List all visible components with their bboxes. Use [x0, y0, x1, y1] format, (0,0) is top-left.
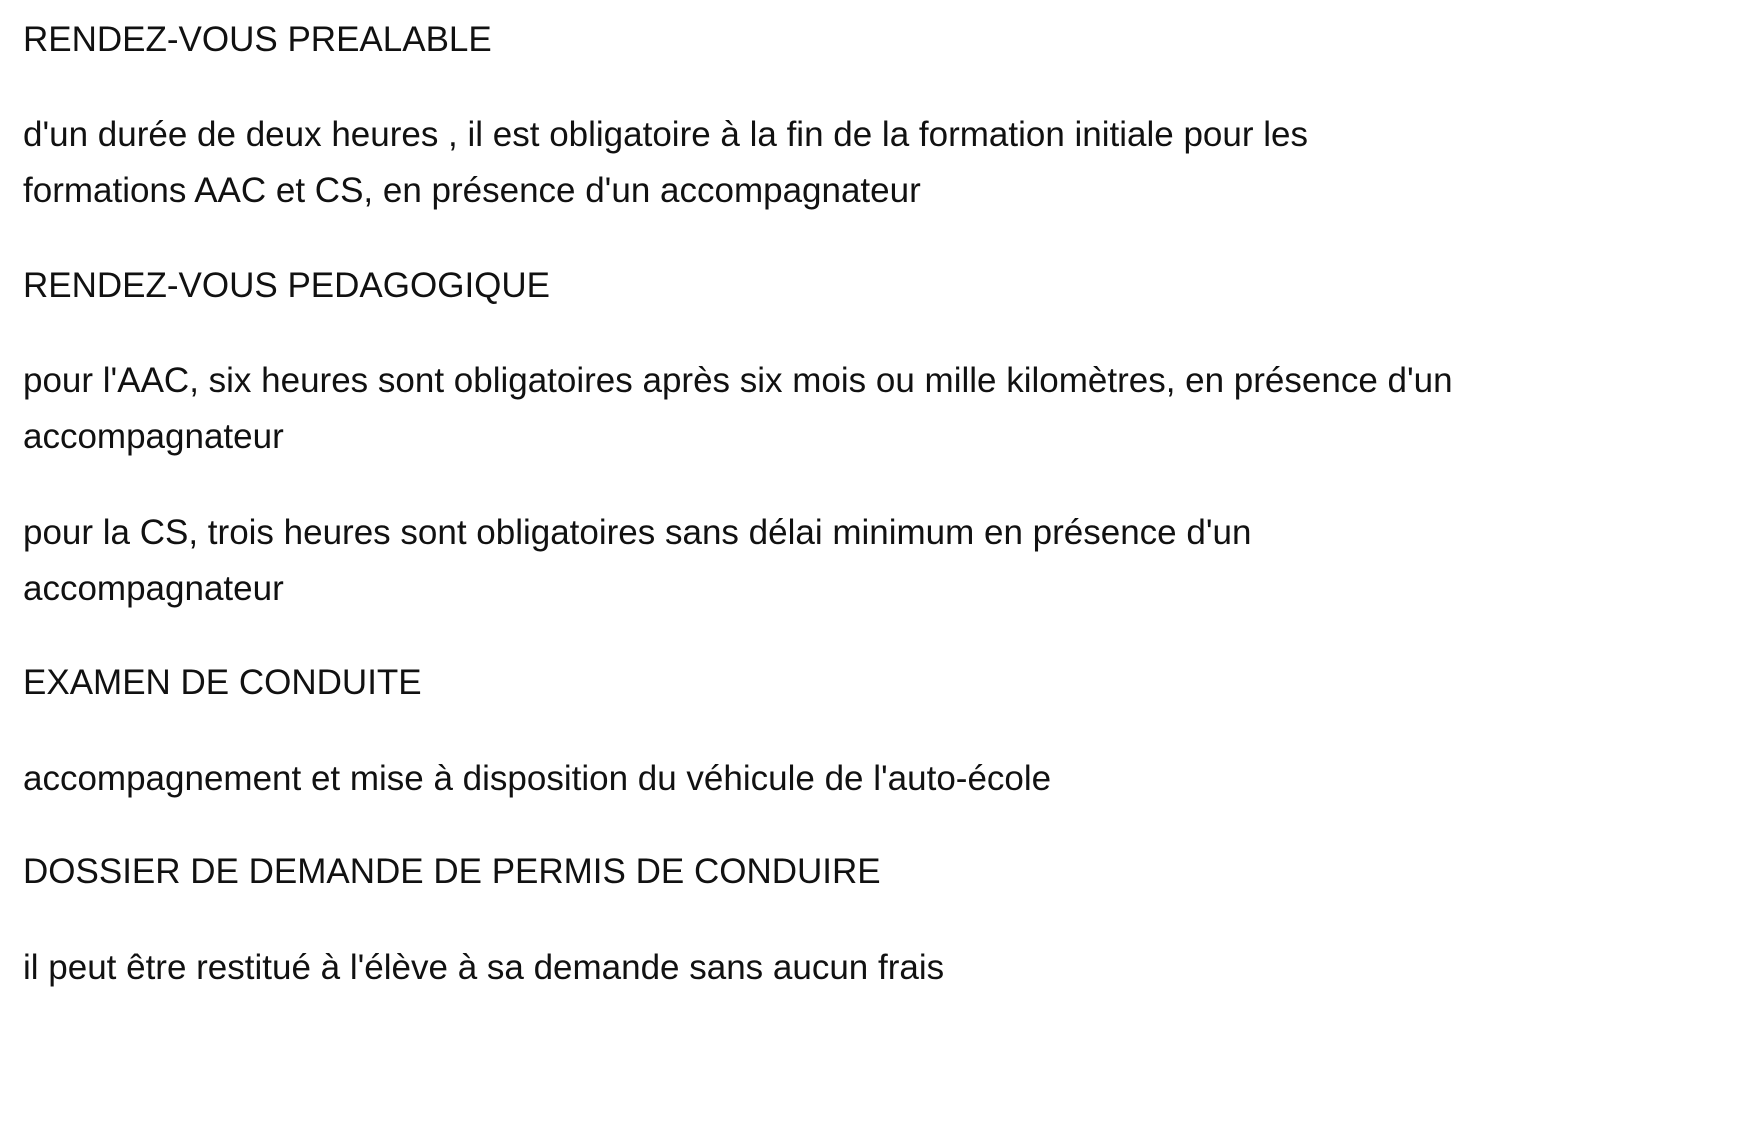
paragraph-line: pour l'AAC, six heures sont obligatoires après six mois ou mille kilomètres, en présence d'un [23, 361, 1453, 400]
paragraph-line: il peut être restitué à l'élève à sa demande sans aucun frais [23, 948, 945, 987]
paragraph-line: pour la CS, trois heures sont obligatoires sans délai minimum en présence d'un [23, 513, 1252, 552]
section-heading-rendez-vous-prealable: RENDEZ-VOUS PREALABLE [23, 20, 492, 59]
section-heading-rendez-vous-pedagogique: RENDEZ-VOUS PEDAGOGIQUE [23, 266, 551, 305]
paragraph-line: formations AAC et CS, en présence d'un accompagnateur [23, 171, 921, 210]
section-heading-dossier-de-demande: DOSSIER DE DEMANDE DE PERMIS DE CONDUIRE [23, 852, 881, 891]
paragraph-line: d'un durée de deux heures , il est obligatoire à la fin de la formation initiale pour les [23, 115, 1308, 154]
paragraph-line: accompagnateur [23, 569, 284, 608]
paragraph-line: accompagnement et mise à disposition du véhicule de l'auto-école [23, 759, 1052, 798]
section-heading-examen-de-conduite: EXAMEN DE CONDUITE [23, 663, 422, 702]
paragraph-line: accompagnateur [23, 417, 284, 456]
